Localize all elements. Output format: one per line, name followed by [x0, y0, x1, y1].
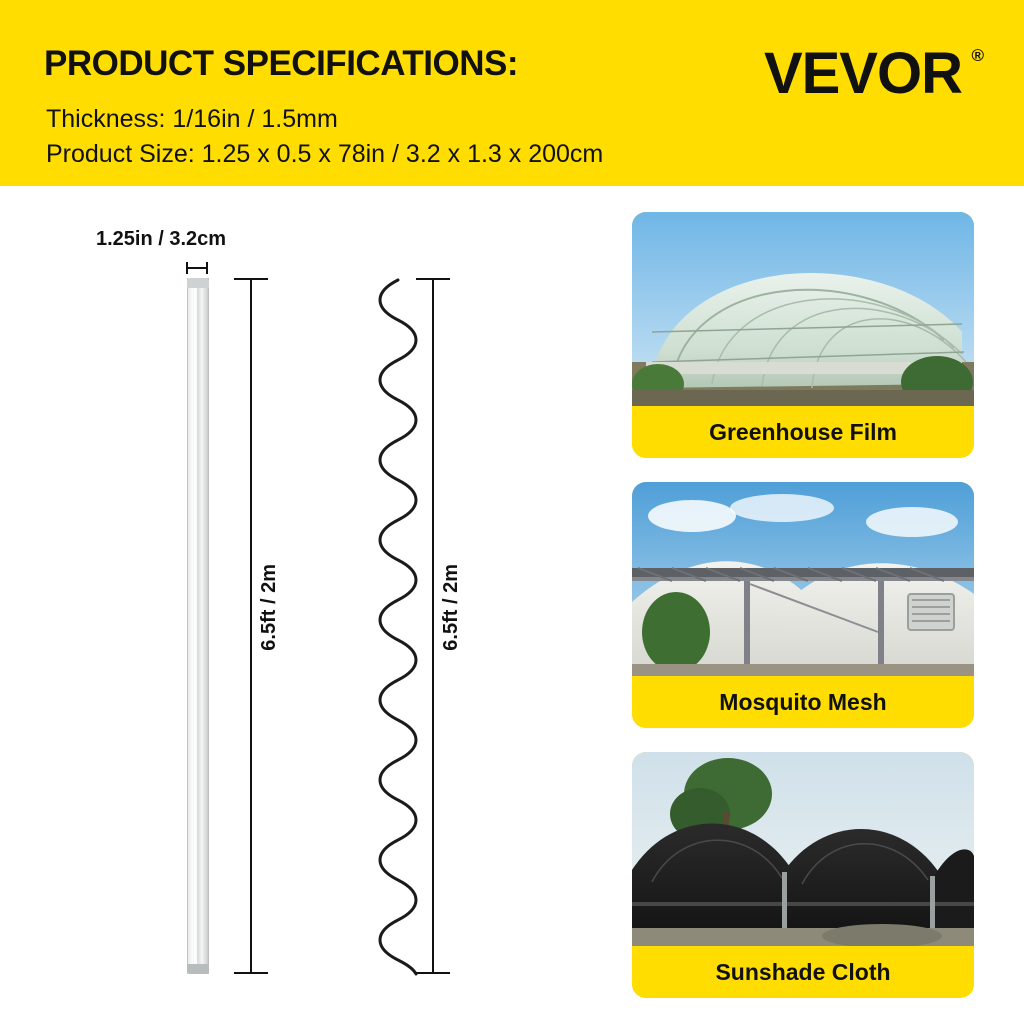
product-diagram: [0, 186, 620, 1024]
card-mosquito-mesh[interactable]: [632, 482, 974, 728]
width-caliper-icon: [186, 262, 208, 274]
wire-dim-bottom-cap: [416, 972, 450, 974]
channel-length-label: 6.5ft / 2m: [258, 564, 280, 651]
mosquito-mesh-photo: [632, 482, 974, 678]
registered-trademark-icon: ®: [971, 46, 984, 65]
wiggle-wire-graphic: [368, 278, 428, 978]
wire-dim-line: [432, 278, 434, 974]
channel-dim-bottom-cap: [234, 972, 268, 974]
channel-bar-bottom-cap: [187, 964, 209, 974]
application-cards: [632, 212, 974, 1022]
width-dimension-label: 1.25in / 3.2cm: [96, 228, 227, 250]
greenhouse-film-photo: [632, 212, 974, 408]
card-label-greenhouse-film: Greenhouse Film: [632, 406, 974, 458]
brand-logo: VEVOR: [763, 41, 962, 106]
card-sunshade-cloth[interactable]: [632, 752, 974, 998]
channel-dim-line: [250, 278, 252, 974]
card-greenhouse-film[interactable]: [632, 212, 974, 458]
page-title: PRODUCT SPECIFICATIONS:: [44, 44, 518, 83]
card-label-mosquito-mesh: Mosquito Mesh: [632, 676, 974, 728]
spec-product-size: Product Size: 1.25 x 0.5 x 78in / 3.2 x 1.3 x 200cm: [46, 140, 604, 168]
spec-thickness: Thickness: 1/16in / 1.5mm: [46, 105, 338, 133]
header-banner: [0, 0, 1024, 186]
wire-length-label: 6.5ft / 2m: [440, 564, 462, 651]
channel-bar-graphic: [187, 278, 209, 974]
card-label-sunshade-cloth: Sunshade Cloth: [632, 946, 974, 998]
channel-bar-top-cap: [187, 278, 209, 288]
sunshade-cloth-photo: [632, 752, 974, 948]
